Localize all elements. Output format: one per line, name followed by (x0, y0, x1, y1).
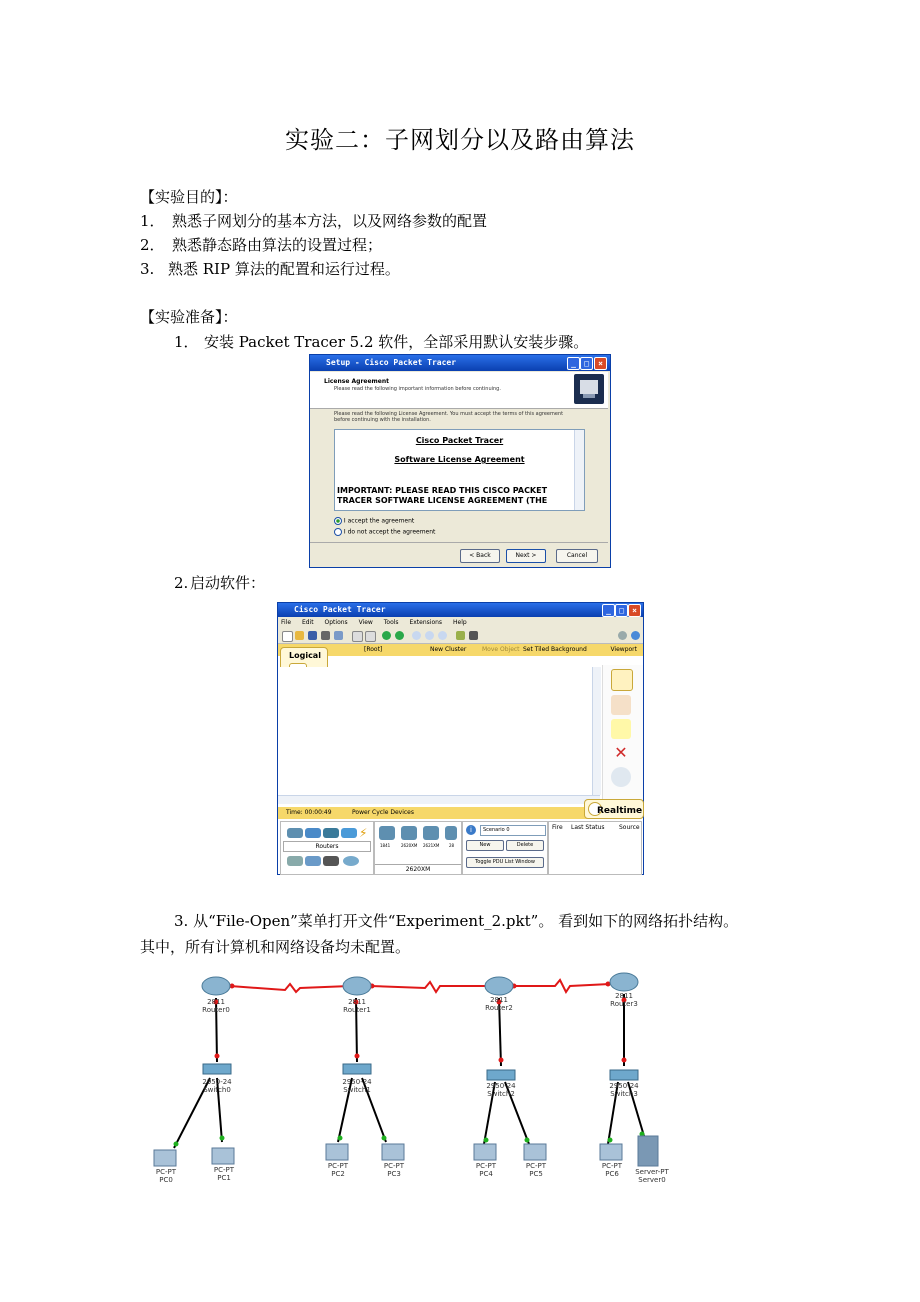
maximize-icon[interactable]: □ (580, 357, 593, 370)
switch-label: 2950-24 Switch2 (486, 1082, 516, 1098)
time-display: Time: 00:00:49 (286, 809, 332, 816)
router-model-icon[interactable] (445, 826, 457, 840)
page-title: 实验二：子网划分以及路由算法 (285, 126, 635, 154)
license-subtitle: Software License Agreement (394, 455, 525, 464)
switch-category-icon[interactable] (305, 828, 321, 838)
new-cluster-button[interactable]: New Cluster (430, 646, 467, 653)
radio-label: I accept the agreement (343, 517, 415, 525)
power-cycle-button[interactable]: Power Cycle Devices (352, 809, 414, 816)
selected-model: 2620XM (375, 864, 461, 874)
delete-scenario-button[interactable]: Delete (506, 840, 544, 851)
host-label: Server-PT Server0 (635, 1168, 669, 1184)
packet-tracer-window (277, 602, 644, 875)
realtime-label: Realtime (597, 806, 643, 816)
info-icon[interactable] (618, 631, 627, 640)
purpose-item-3 (140, 258, 400, 279)
scrollbar[interactable] (574, 430, 584, 510)
device-type-panel (280, 821, 374, 875)
radio-label: I do not accept the agreement (343, 528, 436, 536)
canvas-vscroll[interactable] (592, 667, 601, 795)
minimize-icon[interactable]: _ (567, 357, 580, 370)
purpose-item-num: 2． (140, 236, 165, 254)
zoom-in-icon[interactable] (412, 631, 421, 640)
pdu-list-panel (548, 821, 642, 875)
radio-decline[interactable] (334, 528, 435, 536)
purpose-item-1 (140, 210, 487, 231)
canvas[interactable] (278, 667, 600, 795)
router-model-icon[interactable] (401, 826, 417, 840)
menu-extensions[interactable]: Extensions (409, 619, 443, 626)
hub-category-icon[interactable] (323, 828, 339, 838)
router-category-icon[interactable] (287, 828, 303, 838)
purpose-item-num: 3. (140, 260, 155, 278)
common-tools-bar (602, 665, 643, 807)
new-file-icon[interactable] (282, 631, 293, 642)
new-scenario-button[interactable]: New (466, 840, 504, 851)
switch-label: 2950-24 Switch0 (202, 1078, 232, 1094)
close-icon[interactable]: × (628, 604, 641, 617)
prep-step-1 (174, 331, 588, 352)
canvas-hscroll[interactable] (278, 795, 600, 804)
switch-label: 2950-24 Switch1 (342, 1078, 372, 1094)
purpose-heading: 【实验目的】： (140, 188, 238, 206)
host-label: PC-PT PC1 (213, 1166, 235, 1182)
scenario-panel (462, 821, 548, 875)
logical-label: Logical (289, 651, 321, 660)
prep-step-num: 2. (174, 574, 189, 592)
radio-accept[interactable] (334, 517, 414, 525)
prep-step-3-line2: 其中，所有计算机和网络设备均未配置。 (140, 938, 411, 956)
open-folder-icon[interactable] (295, 631, 304, 640)
menu-tools[interactable]: Tools (383, 619, 399, 626)
menu-help[interactable]: Help (452, 619, 467, 626)
host-label: PC-PT PC6 (601, 1162, 623, 1178)
minimize-icon[interactable]: _ (602, 604, 615, 617)
pt-titlebar (278, 603, 643, 617)
setup-window (309, 354, 611, 568)
column-header-last-status: Last Status (571, 824, 605, 831)
host-label: PC-PT PC2 (327, 1162, 349, 1178)
paste-icon[interactable] (365, 631, 376, 642)
multiuser-category-icon[interactable] (343, 856, 359, 866)
prep-step-text: 启动软件： (190, 574, 266, 592)
switch-label: 2950-24 Switch3 (609, 1082, 639, 1098)
column-header-source: Source (619, 824, 640, 831)
prep-step-3-line1: 3. 从“File-Open”菜单打开文件“Experiment_2.pkt”。 看到如下的网络拓扑结构。 (174, 912, 739, 930)
end-devices-category-icon[interactable] (287, 856, 303, 866)
purpose-item-num: 1． (140, 212, 165, 230)
hand-move-icon[interactable] (611, 695, 631, 715)
host-label: PC-PT PC5 (525, 1162, 547, 1178)
prep-heading: 【实验准备】： (140, 308, 238, 326)
prep-step-2 (174, 572, 265, 593)
custom-devices-category-icon[interactable] (323, 856, 339, 866)
viewport-button[interactable]: Viewport (610, 646, 637, 653)
custom-device-icon[interactable] (469, 631, 478, 640)
delete-icon[interactable]: ✕ (614, 743, 628, 762)
inspect-icon[interactable] (611, 767, 631, 787)
purpose-item-2 (140, 234, 382, 255)
status-bar (278, 807, 613, 819)
router-label: 2811 Router0 (202, 998, 230, 1014)
router-label: 2811 Router2 (485, 996, 513, 1012)
header-title: License Agreement (324, 378, 390, 385)
menu-view[interactable]: View (358, 619, 373, 626)
router-label: 2811 Router3 (610, 992, 638, 1008)
model-label: 28 (449, 843, 455, 848)
info-icon[interactable]: i (466, 825, 476, 835)
model-label: 2621XM (423, 843, 440, 848)
setup-titlebar (310, 355, 610, 371)
set-tiled-background-button[interactable]: Set Tiled Background (523, 646, 587, 653)
print-icon[interactable] (321, 631, 330, 640)
network-topology (140, 966, 680, 1192)
realtime-tab[interactable] (584, 799, 644, 819)
instruction-text: Please read the following License Agreement. You must accept the terms of this agreement before continuing with the installation. (334, 411, 564, 423)
back-button[interactable]: < Back (460, 549, 500, 563)
license-textbox[interactable] (334, 429, 585, 511)
model-label: 1841 (380, 843, 391, 848)
window-title: Cisco Packet Tracer (294, 605, 386, 614)
save-icon[interactable] (308, 631, 317, 640)
router-model-icon[interactable] (423, 826, 439, 840)
toggle-pdu-list-button[interactable]: Toggle PDU List Window (466, 857, 544, 868)
redo-icon[interactable] (395, 631, 404, 640)
workspace-bar (278, 644, 643, 656)
router-label: 2811 Router1 (343, 998, 371, 1014)
menu-file[interactable]: File (281, 619, 292, 626)
host-label: PC-PT PC4 (475, 1162, 497, 1178)
host-label: PC-PT PC3 (383, 1162, 405, 1178)
radio-empty-icon (334, 528, 342, 536)
activity-wizard-icon[interactable] (334, 631, 343, 640)
wan-emulation-category-icon[interactable] (305, 856, 321, 866)
move-object-button[interactable]: Move Object (482, 646, 520, 653)
setup-header (310, 372, 608, 409)
model-label: 2620XM (401, 843, 418, 848)
installer-logo-icon (574, 374, 604, 404)
palette-icon[interactable] (456, 631, 465, 640)
menu-options[interactable]: Options (324, 619, 348, 626)
select-icon[interactable] (611, 669, 633, 691)
header-subtitle: Please read the following important information before continuing. (334, 386, 501, 392)
help-icon[interactable] (631, 631, 640, 640)
copy-icon[interactable] (352, 631, 363, 642)
window-title: Setup - Cisco Packet Tracer (326, 358, 457, 367)
maximize-icon[interactable]: □ (615, 604, 628, 617)
license-body: IMPORTANT: PLEASE READ THIS CISCO PACKET TRACER SOFTWARE LICENSE AGREEMENT (THE (337, 486, 548, 505)
menu-edit[interactable]: Edit (301, 619, 314, 626)
prep-step-num: 1． (174, 333, 199, 351)
prep-step-text: 安装 Packet Tracer 5.2 软件，全部采用默认安装步骤。 (204, 333, 589, 351)
next-button[interactable]: Next > (506, 549, 546, 563)
host-label: PC-PT PC0 (155, 1168, 177, 1184)
device-category-label: Routers (283, 841, 371, 852)
undo-icon[interactable] (382, 631, 391, 640)
zoom-out-icon[interactable] (438, 631, 447, 640)
router-model-icon[interactable] (379, 826, 395, 840)
radio-selected-icon (334, 517, 342, 525)
note-icon[interactable] (611, 719, 631, 739)
connections-category-icon[interactable]: ⚡ (359, 826, 368, 840)
purpose-item-text: 熟悉 RIP 算法的配置和运行过程。 (168, 260, 400, 278)
wireless-category-icon[interactable] (341, 828, 357, 838)
purpose-item-text: 熟悉子网划分的基本方法，以及网络参数的配置 (172, 212, 488, 230)
toolbar (278, 628, 643, 644)
device-model-panel (374, 821, 462, 875)
cancel-button[interactable]: Cancel (556, 549, 598, 563)
close-icon[interactable]: × (594, 357, 607, 370)
scenario-select[interactable]: Scenario 0 (480, 825, 546, 836)
menu-bar (278, 617, 643, 628)
column-header-fire: Fire (552, 824, 563, 831)
license-title: Cisco Packet Tracer (415, 436, 504, 445)
zoom-reset-icon[interactable] (425, 631, 434, 640)
root-label[interactable]: [Root] (364, 646, 383, 653)
purpose-item-text: 熟悉静态路由算法的设置过程； (172, 236, 383, 254)
